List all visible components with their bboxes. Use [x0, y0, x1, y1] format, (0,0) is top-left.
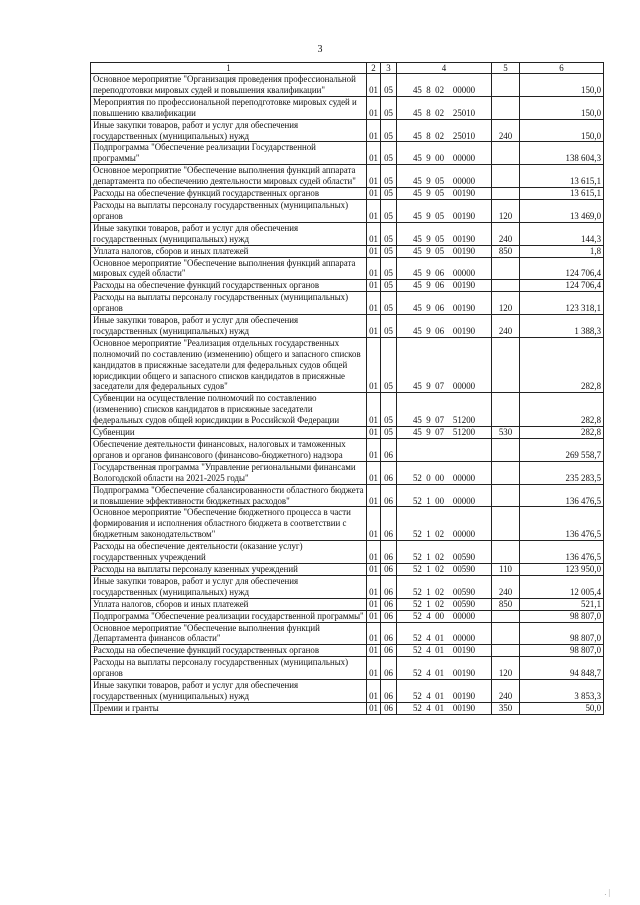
row-subsection-cell: 06	[381, 610, 397, 622]
budget-table	[90, 62, 604, 715]
row-amount-cell: 50,0	[520, 702, 604, 714]
row-target-code-cell: 52 4 01 00190	[397, 702, 492, 714]
footer-mark: . |	[604, 888, 610, 897]
row-expense-type-cell	[492, 393, 520, 427]
row-section-cell: 01	[367, 427, 381, 439]
row-section-cell: 01	[367, 74, 381, 97]
row-amount-cell: 144,3	[520, 222, 604, 245]
row-name-cell: Подпрограмма "Обеспечение реализации государственной программы"	[91, 610, 367, 622]
row-subsection-cell: 05	[381, 280, 397, 292]
row-name-cell: Расходы на обеспечение функций государственных органов	[91, 645, 367, 657]
row-expense-type-cell	[492, 622, 520, 645]
row-target-code-cell: 45 9 07 51200	[397, 393, 492, 427]
row-expense-type-cell	[492, 96, 520, 119]
table-row	[91, 645, 604, 657]
row-amount-cell: 269 558,7	[520, 439, 604, 462]
row-section-cell: 01	[367, 199, 381, 222]
row-expense-type-cell	[492, 257, 520, 280]
row-subsection-cell: 06	[381, 541, 397, 564]
row-name-cell: Обеспечение деятельности финансовых, налоговых и таможенных органов и органов финансового (финансово-бюджетного) надзора	[91, 439, 367, 462]
row-target-code-cell: 45 9 05 00000	[397, 165, 492, 188]
table-row	[91, 142, 604, 165]
table-row	[91, 119, 604, 142]
page-number: 3	[317, 44, 323, 55]
row-subsection-cell: 06	[381, 680, 397, 703]
row-name-cell: Мероприятия по профессиональной переподготовке мировых судей и повышению квалификации	[91, 96, 367, 119]
table-row	[91, 74, 604, 97]
row-expense-type-cell: 240	[492, 315, 520, 338]
row-section-cell: 01	[367, 119, 381, 142]
row-section-cell: 01	[367, 257, 381, 280]
row-target-code-cell: 45 8 02 25010	[397, 96, 492, 119]
row-subsection-cell: 06	[381, 598, 397, 610]
table-header-row	[91, 63, 604, 74]
row-target-code-cell: 52 1 00 00000	[397, 484, 492, 507]
row-target-code-cell: 45 9 05 00190	[397, 222, 492, 245]
row-amount-cell: 1 388,3	[520, 315, 604, 338]
row-name-cell: Иные закупки товаров, работ и услуг для обеспечения государственных (муниципальных) нужд	[91, 680, 367, 703]
row-name-cell: Основное мероприятие "Реализация отдельных государственных полномочий по составлению (изменению) общего и запасного списков кандидатов в присяжные заседатели для федеральных судов общей юрисдикции общего и запасного списков кандидатов в присяжные заседатели для федеральных судов"	[91, 337, 367, 393]
header-col-name: 1	[91, 63, 367, 74]
row-amount-cell: 94 848,7	[520, 657, 604, 680]
row-target-code-cell: 52 4 01 00190	[397, 680, 492, 703]
row-expense-type-cell: 120	[492, 657, 520, 680]
row-section-cell: 01	[367, 337, 381, 393]
row-name-cell: Уплата налогов, сборов и иных платежей	[91, 598, 367, 610]
row-subsection-cell: 05	[381, 245, 397, 257]
row-subsection-cell: 05	[381, 393, 397, 427]
row-expense-type-cell	[492, 541, 520, 564]
row-subsection-cell: 05	[381, 337, 397, 393]
table-row	[91, 337, 604, 393]
row-subsection-cell: 05	[381, 222, 397, 245]
table-row	[91, 575, 604, 598]
row-section-cell: 01	[367, 541, 381, 564]
row-subsection-cell: 06	[381, 439, 397, 462]
row-expense-type-cell: 240	[492, 680, 520, 703]
row-target-code-cell: 45 8 02 00000	[397, 74, 492, 97]
table-body	[91, 74, 604, 715]
row-section-cell: 01	[367, 575, 381, 598]
row-name-cell: Основное мероприятие "Организация проведения профессиональной переподготовки мировых судей и повышения квалификации"	[91, 74, 367, 97]
row-section-cell: 01	[367, 315, 381, 338]
table-row	[91, 165, 604, 188]
header-col-section: 2	[367, 63, 381, 74]
row-target-code-cell: 52 4 01 00190	[397, 645, 492, 657]
row-target-code-cell: 45 9 00 00000	[397, 142, 492, 165]
row-name-cell: Субвенции	[91, 427, 367, 439]
row-amount-cell: 138 604,3	[520, 142, 604, 165]
table-row	[91, 222, 604, 245]
row-expense-type-cell	[492, 645, 520, 657]
row-expense-type-cell: 110	[492, 563, 520, 575]
row-amount-cell: 98 807,0	[520, 645, 604, 657]
row-expense-type-cell	[492, 610, 520, 622]
row-expense-type-cell	[492, 507, 520, 541]
row-expense-type-cell: 240	[492, 119, 520, 142]
row-amount-cell: 13 615,1	[520, 188, 604, 200]
row-name-cell: Подпрограмма "Обеспечение реализации Государственной программы"	[91, 142, 367, 165]
row-section-cell: 01	[367, 292, 381, 315]
row-target-code-cell: 45 9 06 00190	[397, 292, 492, 315]
row-section-cell: 01	[367, 657, 381, 680]
row-target-code-cell: 52 1 02 00590	[397, 575, 492, 598]
row-target-code-cell: 52 1 02 00590	[397, 563, 492, 575]
row-target-code-cell: 52 4 00 00000	[397, 610, 492, 622]
row-expense-type-cell	[492, 188, 520, 200]
row-section-cell: 01	[367, 484, 381, 507]
row-subsection-cell: 05	[381, 199, 397, 222]
row-target-code-cell: 45 9 05 00190	[397, 188, 492, 200]
row-name-cell: Государственная программа "Управление региональными финансами Вологодской области на 2021-2025 годы"	[91, 461, 367, 484]
row-target-code-cell: 45 9 05 00190	[397, 245, 492, 257]
table-row	[91, 702, 604, 714]
row-target-code-cell	[397, 439, 492, 462]
row-amount-cell: 98 807,0	[520, 610, 604, 622]
row-amount-cell: 13 469,0	[520, 199, 604, 222]
row-expense-type-cell: 850	[492, 598, 520, 610]
table-row	[91, 657, 604, 680]
row-name-cell: Иные закупки товаров, работ и услуг для обеспечения государственных (муниципальных) нужд	[91, 119, 367, 142]
row-section-cell: 01	[367, 645, 381, 657]
row-subsection-cell: 05	[381, 119, 397, 142]
row-subsection-cell: 06	[381, 702, 397, 714]
row-name-cell: Премии и гранты	[91, 702, 367, 714]
row-name-cell: Основное мероприятие "Обеспечение выполнения функций аппарата департамента по обеспечению деятельности мировых судей области"	[91, 165, 367, 188]
row-name-cell: Расходы на выплаты персоналу государственных (муниципальных) органов	[91, 657, 367, 680]
row-section-cell: 01	[367, 245, 381, 257]
row-amount-cell: 136 476,5	[520, 507, 604, 541]
row-section-cell: 01	[367, 598, 381, 610]
table-row	[91, 199, 604, 222]
row-section-cell: 01	[367, 610, 381, 622]
table-row	[91, 292, 604, 315]
row-target-code-cell: 45 9 07 51200	[397, 427, 492, 439]
row-name-cell: Иные закупки товаров, работ и услуг для обеспечения государственных (муниципальных) нужд	[91, 222, 367, 245]
row-target-code-cell: 52 4 01 00190	[397, 657, 492, 680]
row-name-cell: Подпрограмма "Обеспечение сбалансированности областного бюджета и повышение эффективности бюджетных расходов"	[91, 484, 367, 507]
row-amount-cell: 150,0	[520, 119, 604, 142]
row-expense-type-cell	[492, 74, 520, 97]
row-target-code-cell: 45 9 06 00000	[397, 257, 492, 280]
row-amount-cell: 123 318,1	[520, 292, 604, 315]
table-row	[91, 541, 604, 564]
row-section-cell: 01	[367, 142, 381, 165]
row-name-cell: Основное мероприятие "Обеспечение выполнения функций Департамента финансов области"	[91, 622, 367, 645]
row-amount-cell: 136 476,5	[520, 484, 604, 507]
row-expense-type-cell: 350	[492, 702, 520, 714]
table-row	[91, 188, 604, 200]
row-expense-type-cell	[492, 439, 520, 462]
row-subsection-cell: 05	[381, 257, 397, 280]
header-col-subsection: 3	[381, 63, 397, 74]
table-row	[91, 622, 604, 645]
row-amount-cell: 282,8	[520, 393, 604, 427]
row-expense-type-cell: 850	[492, 245, 520, 257]
row-section-cell: 01	[367, 439, 381, 462]
row-subsection-cell: 06	[381, 461, 397, 484]
row-name-cell: Расходы на обеспечение функций государственных органов	[91, 280, 367, 292]
header-col-expense-type: 5	[492, 63, 520, 74]
row-section-cell: 01	[367, 680, 381, 703]
row-subsection-cell: 05	[381, 427, 397, 439]
row-subsection-cell: 06	[381, 645, 397, 657]
row-target-code-cell: 52 1 02 00000	[397, 507, 492, 541]
table-row	[91, 507, 604, 541]
row-section-cell: 01	[367, 702, 381, 714]
table-row	[91, 96, 604, 119]
row-target-code-cell: 45 9 05 00190	[397, 199, 492, 222]
row-name-cell: Иные закупки товаров, работ и услуг для обеспечения государственных (муниципальных) нужд	[91, 315, 367, 338]
row-expense-type-cell	[492, 484, 520, 507]
row-section-cell: 01	[367, 96, 381, 119]
row-section-cell: 01	[367, 507, 381, 541]
header-col-target-code: 4	[397, 63, 492, 74]
row-section-cell: 01	[367, 461, 381, 484]
table-row	[91, 393, 604, 427]
row-amount-cell: 235 283,5	[520, 461, 604, 484]
row-expense-type-cell: 120	[492, 292, 520, 315]
header-col-amount: 6	[520, 63, 604, 74]
row-subsection-cell: 05	[381, 74, 397, 97]
row-expense-type-cell	[492, 461, 520, 484]
row-amount-cell: 282,8	[520, 427, 604, 439]
table-row	[91, 484, 604, 507]
row-subsection-cell: 05	[381, 142, 397, 165]
row-expense-type-cell	[492, 165, 520, 188]
table-row	[91, 439, 604, 462]
row-amount-cell: 123 950,0	[520, 563, 604, 575]
row-amount-cell: 13 615,1	[520, 165, 604, 188]
row-amount-cell: 150,0	[520, 96, 604, 119]
table-row	[91, 461, 604, 484]
row-subsection-cell: 05	[381, 188, 397, 200]
row-amount-cell: 1,8	[520, 245, 604, 257]
row-section-cell: 01	[367, 622, 381, 645]
row-section-cell: 01	[367, 280, 381, 292]
row-amount-cell: 282,8	[520, 337, 604, 393]
row-target-code-cell: 45 8 02 25010	[397, 119, 492, 142]
row-subsection-cell: 05	[381, 165, 397, 188]
row-subsection-cell: 06	[381, 622, 397, 645]
row-expense-type-cell	[492, 280, 520, 292]
row-target-code-cell: 52 4 01 00000	[397, 622, 492, 645]
table-row	[91, 598, 604, 610]
row-subsection-cell: 06	[381, 563, 397, 575]
row-amount-cell: 124 706,4	[520, 257, 604, 280]
row-section-cell: 01	[367, 393, 381, 427]
table-row	[91, 257, 604, 280]
row-target-code-cell: 45 9 06 00190	[397, 280, 492, 292]
row-subsection-cell: 06	[381, 484, 397, 507]
row-target-code-cell: 52 1 02 00590	[397, 598, 492, 610]
row-target-code-cell: 45 9 07 00000	[397, 337, 492, 393]
row-amount-cell: 136 476,5	[520, 541, 604, 564]
row-expense-type-cell: 120	[492, 199, 520, 222]
row-subsection-cell: 05	[381, 292, 397, 315]
table-row	[91, 315, 604, 338]
row-amount-cell: 124 706,4	[520, 280, 604, 292]
row-name-cell: Субвенции на осуществление полномочий по составлению (изменению) списков кандидатов в присяжные заседатели федеральных судов общей юрисдикции в Российской Федерации	[91, 393, 367, 427]
row-name-cell: Основное мероприятие "Обеспечение бюджетного процесса в части формирования и исполнения областного бюджета в соответствии с бюджетным законодательством"	[91, 507, 367, 541]
row-name-cell: Основное мероприятие "Обеспечение выполнения функций аппарата мировых судей области"	[91, 257, 367, 280]
row-expense-type-cell: 240	[492, 222, 520, 245]
row-target-code-cell: 45 9 06 00190	[397, 315, 492, 338]
table-row	[91, 427, 604, 439]
table-row	[91, 680, 604, 703]
table-row	[91, 563, 604, 575]
row-name-cell: Уплата налогов, сборов и иных платежей	[91, 245, 367, 257]
row-expense-type-cell: 240	[492, 575, 520, 598]
table-row	[91, 245, 604, 257]
row-section-cell: 01	[367, 222, 381, 245]
row-name-cell: Расходы на обеспечение деятельности (оказание услуг) государственных учреждений	[91, 541, 367, 564]
row-amount-cell: 98 807,0	[520, 622, 604, 645]
row-expense-type-cell	[492, 142, 520, 165]
row-subsection-cell: 06	[381, 575, 397, 598]
row-subsection-cell: 06	[381, 507, 397, 541]
table-row	[91, 280, 604, 292]
row-amount-cell: 12 005,4	[520, 575, 604, 598]
row-subsection-cell: 05	[381, 315, 397, 338]
row-section-cell: 01	[367, 188, 381, 200]
row-subsection-cell: 05	[381, 96, 397, 119]
row-target-code-cell: 52 0 00 00000	[397, 461, 492, 484]
table-row	[91, 610, 604, 622]
row-name-cell: Расходы на обеспечение функций государственных органов	[91, 188, 367, 200]
row-subsection-cell: 06	[381, 657, 397, 680]
row-expense-type-cell	[492, 337, 520, 393]
row-name-cell: Расходы на выплаты персоналу государственных (муниципальных) органов	[91, 292, 367, 315]
row-target-code-cell: 52 1 02 00590	[397, 541, 492, 564]
row-expense-type-cell: 530	[492, 427, 520, 439]
row-amount-cell: 3 853,3	[520, 680, 604, 703]
row-name-cell: Иные закупки товаров, работ и услуг для обеспечения государственных (муниципальных) нужд	[91, 575, 367, 598]
row-name-cell: Расходы на выплаты персоналу казенных учреждений	[91, 563, 367, 575]
row-amount-cell: 150,0	[520, 74, 604, 97]
row-name-cell: Расходы на выплаты персоналу государственных (муниципальных) органов	[91, 199, 367, 222]
row-section-cell: 01	[367, 563, 381, 575]
row-section-cell: 01	[367, 165, 381, 188]
row-amount-cell: 521,1	[520, 598, 604, 610]
